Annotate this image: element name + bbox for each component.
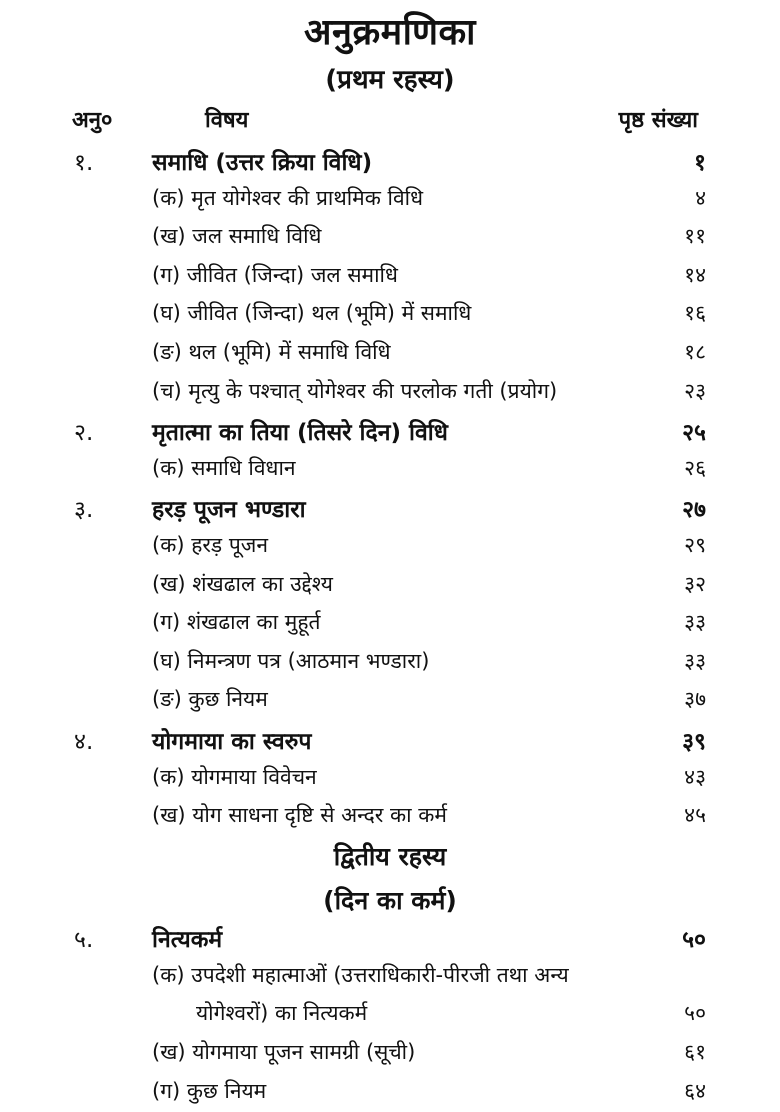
section-heading-text: (दिन का कर्म) [323, 885, 457, 915]
toc-subentry-row [0, 958, 780, 997]
toc-subentry-row [0, 644, 780, 683]
entry-page-number: ६४ [684, 1078, 706, 1103]
toc-subentry-row [0, 528, 780, 567]
entry-title: समाधि (उत्तर क्रिया विधि) [152, 150, 373, 176]
entry-title: (क) योगमाया विवेचन [152, 764, 317, 789]
toc-subentry-row [0, 181, 780, 220]
toc-subentry-row [0, 374, 780, 413]
entry-page-number: २५ [682, 420, 706, 447]
entry-title: (क) हरड़ पूजन [152, 532, 269, 557]
entry-title: मृतात्मा का तिया (तिसरे दिन) विधि [152, 420, 448, 447]
entry-title: (क) समाधि विधान [152, 455, 296, 480]
entry-number: ३. [74, 497, 94, 524]
entry-title: (घ) निमन्त्रण पत्र (आठमान भण्डारा) [152, 648, 430, 673]
entry-title: (ख) जल समाधि विधि [152, 224, 322, 249]
entry-title: (क) उपदेशी महात्माओं (उत्तराधिकारी-पीरजी तथा अन्य [152, 962, 569, 987]
entry-number: २. [74, 420, 94, 447]
entry-number: ४. [74, 728, 94, 755]
toc-subentry-row [0, 682, 780, 721]
column-header-topic: विषय [205, 108, 249, 133]
toc-subentry-row [0, 760, 780, 799]
entry-title: (ग) कुछ नियम [152, 1078, 267, 1103]
entry-title: नित्यकर्म [152, 927, 223, 954]
toc-subentry-row [0, 296, 780, 335]
entry-title: (ख) योगमाया पूजन सामग्री (सूची) [152, 1040, 416, 1065]
entry-page-number: ३२ [684, 571, 706, 596]
page-title: अनुक्रमणिका [304, 12, 476, 53]
section-heading [0, 837, 780, 881]
table-of-contents [0, 142, 780, 1112]
entry-page-number: ११ [684, 224, 706, 249]
entry-page-number: ४३ [684, 764, 706, 789]
toc-subentry-row [0, 451, 780, 490]
entry-page-number: २३ [684, 378, 706, 403]
entry-page-number: ४ [695, 185, 706, 210]
entry-page-number: ३३ [684, 648, 706, 673]
entry-title: (ङ) कुछ नियम [152, 687, 268, 712]
toc-subentry-row [0, 1035, 780, 1074]
toc-subentry-row [0, 219, 780, 258]
entry-page-number: ६१ [684, 1040, 706, 1065]
entry-page-number: २९ [684, 532, 706, 557]
entry-page-number: १८ [684, 339, 706, 364]
entry-page-number: ५० [684, 1001, 706, 1026]
toc-subentry-row [0, 1074, 780, 1112]
toc-subentry-row [0, 258, 780, 297]
toc-chapter-row [0, 721, 780, 760]
entry-title: (ख) योग साधना दृष्टि से अन्दर का कर्म [152, 803, 447, 828]
entry-title: (च) मृत्यु के पश्चात् योगेश्वर की परलोक गती (प्रयोग) [152, 378, 558, 403]
entry-page-number: १४ [684, 262, 706, 287]
entry-title: (ग) जीवित (जिन्दा) जल समाधि [152, 262, 398, 287]
toc-chapter-row [0, 489, 780, 528]
entry-page-number: २६ [684, 455, 706, 480]
toc-subentry-row [0, 996, 780, 1035]
entry-number: १. [74, 150, 94, 176]
entry-title: (ख) शंखढाल का उद्देश्य [152, 571, 333, 596]
column-header-number: अनु० [72, 108, 113, 133]
section-heading [0, 881, 780, 920]
entry-page-number: ५० [682, 927, 706, 954]
entry-title: योगमाया का स्वरुप [152, 728, 312, 755]
entry-page-number: ३७ [684, 687, 706, 712]
column-header-page: पृष्ठ संख्या [618, 108, 698, 133]
entry-page-number: १ [694, 150, 706, 176]
toc-chapter-row [0, 412, 780, 451]
entry-page-number: ३३ [684, 610, 706, 635]
section-heading-text: द्वितीय रहस्य [333, 841, 447, 871]
entry-title: (ङ) थल (भूमि) में समाधि विधि [152, 339, 391, 364]
entry-page-number: ४५ [684, 803, 706, 828]
toc-subentry-row [0, 335, 780, 374]
entry-title: (घ) जीवित (जिन्दा) थल (भूमि) में समाधि [152, 301, 472, 326]
entry-number: ५. [74, 927, 94, 954]
toc-subentry-row [0, 798, 780, 837]
entry-page-number: १६ [684, 301, 706, 326]
entry-page-number: ३९ [682, 728, 706, 755]
section-subtitle: (प्रथम रहस्य) [325, 65, 455, 95]
entry-title: (ग) शंखढाल का मुहूर्त [152, 610, 321, 635]
toc-chapter-row [0, 142, 780, 181]
entry-title: (क) मृत योगेश्वर की प्राथमिक विधि [152, 185, 424, 210]
entry-title: योगेश्वरों) का नित्यकर्म [196, 1001, 368, 1026]
entry-page-number: २७ [682, 497, 706, 524]
toc-chapter-row [0, 919, 780, 958]
entry-title: हरड़ पूजन भण्डारा [152, 497, 306, 524]
toc-subentry-row [0, 567, 780, 606]
toc-subentry-row [0, 605, 780, 644]
